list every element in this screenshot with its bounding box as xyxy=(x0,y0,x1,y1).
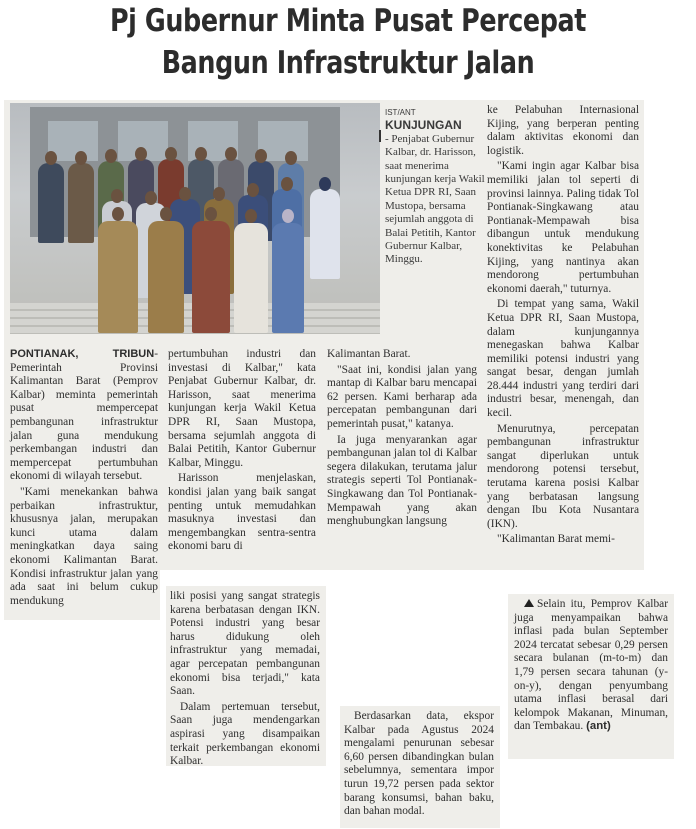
headline-line-2: Bangun Infrastruktur Jalan xyxy=(161,45,535,81)
photo-caption xyxy=(385,106,490,267)
clipping-4-text xyxy=(514,598,668,736)
article-column-2 xyxy=(168,348,316,556)
headline-line-1: Pj Gubernur Minta Pusat Percepat xyxy=(109,3,587,39)
col2-paragraph-1: pertumbuhan industri dan investasi di Kalbar," kata Penjabat Gubernur Kalbar, dr. Harisson, saat menerima kunjungan kerja Wakil Ketua DPR RI, Saan Mustopa, bersama sejumlah anggota di Balai Petitih, Kantor Gubernur Kalbar, Minggu. xyxy=(168,348,316,469)
col4-paragraph-1: ke Pelabuhan Internasional Kijing, yang berperan penting dalam aktivitas ekonomi dan logistik. xyxy=(487,104,639,157)
clip4-paragraph-1: Selain itu, Pemprov Kalbar juga menyampaikan bahwa inflasi pada bulan September 2024 tercatat sebesar 0,29 persen secara bulanan (m-to-m) dan 1,79 persen secara tahunan (y-on-y), dengan penyumbang utama inflasi berasal dari kelompok Makanan, Minuman, dan Tembakau. xyxy=(514,598,668,733)
clip3-paragraph-1: Berdasarkan data, ekspor Kalbar pada Agustus 2024 mengalami penurunan sebesar 6,60 persen dibandingkan bulan sebelumnya, sementara impor turun 19,72 persen pada sektor barang konsumsi, bahan baku, dan bahan modal. xyxy=(344,710,494,818)
clip2-paragraph-2: Dalam pertemuan tersebut, Saan juga mendengarkan aspirasi yang disampaikan terkait perkembangan ekonomi Kalbar. xyxy=(170,700,320,768)
dateline: PONTIANAK, TRIBUN xyxy=(10,348,155,360)
col4-paragraph-3: Di tempat yang sama, Wakil Ketua DPR RI, Saan Mustopa, dalam kunjungannya menegaskan bahwa Kalbar memiliki potensi industri yang sangat besar, dengan jumlah 28.444 industri yang terdiri dari industri besar, menengah, dan kecil. xyxy=(487,298,639,420)
end-mark: (ant) xyxy=(586,720,611,733)
col1-paragraph-1: - Pemerintah Provinsi Kalimantan Barat (Pemprov Kalbar) meminta pemerintah pusat mempercepat pembangunan infrastruktur jalan guna mendukung perkembangan industri dan mempercepat pertumbuhan ekonomi di wilayah tersebut. xyxy=(10,348,158,483)
section-marker-icon xyxy=(524,599,534,607)
photo-credit: IST/ANT xyxy=(385,108,416,117)
article-column-3 xyxy=(327,348,477,531)
col3-paragraph-1: Kalimantan Barat. xyxy=(327,348,411,360)
col4-paragraph-4: Menurutnya, percepatan pembangunan infrastruktur sangat diperlukan untuk mendorong potensi tersebut, terutama karena posisi Kalbar yang berbatasan langsung dengan Ibu Kota Nusantara (IKN). xyxy=(487,422,639,530)
col4-paragraph-2: "Kami ingin agar Kalbar bisa memiliki jalan tol seperti di provinsi lainnya. Paling tidak Tol Pontianak-Singkawang atau Pontianak-Mempawah bisa dibangun untuk mendukung konektivitas ke Pelabuhan Kijing, yang nantinya akan mendorong pertumbuhan ekonomi daerah," tuturnya. xyxy=(487,160,639,295)
col2-paragraph-2: Harisson menjelaskan, kondisi jalan yang baik sangat penting untuk memudahkan masuknya investasi dan mengembangkan sentra-sentra ekonomi baru di xyxy=(168,472,316,553)
clipping-2-text xyxy=(170,590,320,771)
article-column-4 xyxy=(487,104,639,549)
col3-paragraph-3: Ia juga menyarankan agar pembangunan jalan tol di Kalbar segera dilakukan, terutama jalur strategis seperti Tol Pontianak-Singkawang dan Tol Pontianak-Mempawah yang akan menghubungkan langsung xyxy=(327,433,477,528)
article-column-1 xyxy=(10,348,158,610)
col4-paragraph-5: "Kalimantan Barat memi- xyxy=(497,533,615,546)
caption-text: - Penjabat Gubernur Kalbar, dr. Harisson, saat menerima kunjungan kerja Wakil Ketua DPR RI, Saan Mustopa, bersama sejumlah anggota di Balai Petitih, Kantor Gubernur Kalbar, Minggu. xyxy=(385,132,485,266)
group-photo xyxy=(10,103,380,334)
clipping-3-text xyxy=(344,710,494,821)
caption-kicker: KUNJUNGAN xyxy=(385,118,462,133)
clip2-paragraph-1: liki posisi yang sangat strategis karena berbatasan dengan IKN. Potensi industri yang besar harus didukung oleh infrastruktur yang memadai, agar percepatan pembangunan ekonomi bisa terjadi," kata Saan. xyxy=(170,590,320,698)
col1-paragraph-2: "Kami menekankan bahwa perbaikan infrastruktur, khususnya jalan, merupakan kunci utama dalam meningkatkan daya saing ekonomi Kalimantan Barat. Kondisi infrastruktur jalan yang ada saat ini belum cukup mendukung xyxy=(10,485,158,607)
col3-paragraph-2: "Saat ini, kondisi jalan yang mantap di Kalbar baru mencapai 62 persen. Kami berharap ada percepatan pembangunan dari pemerintah pusat," katanya. xyxy=(327,363,477,430)
